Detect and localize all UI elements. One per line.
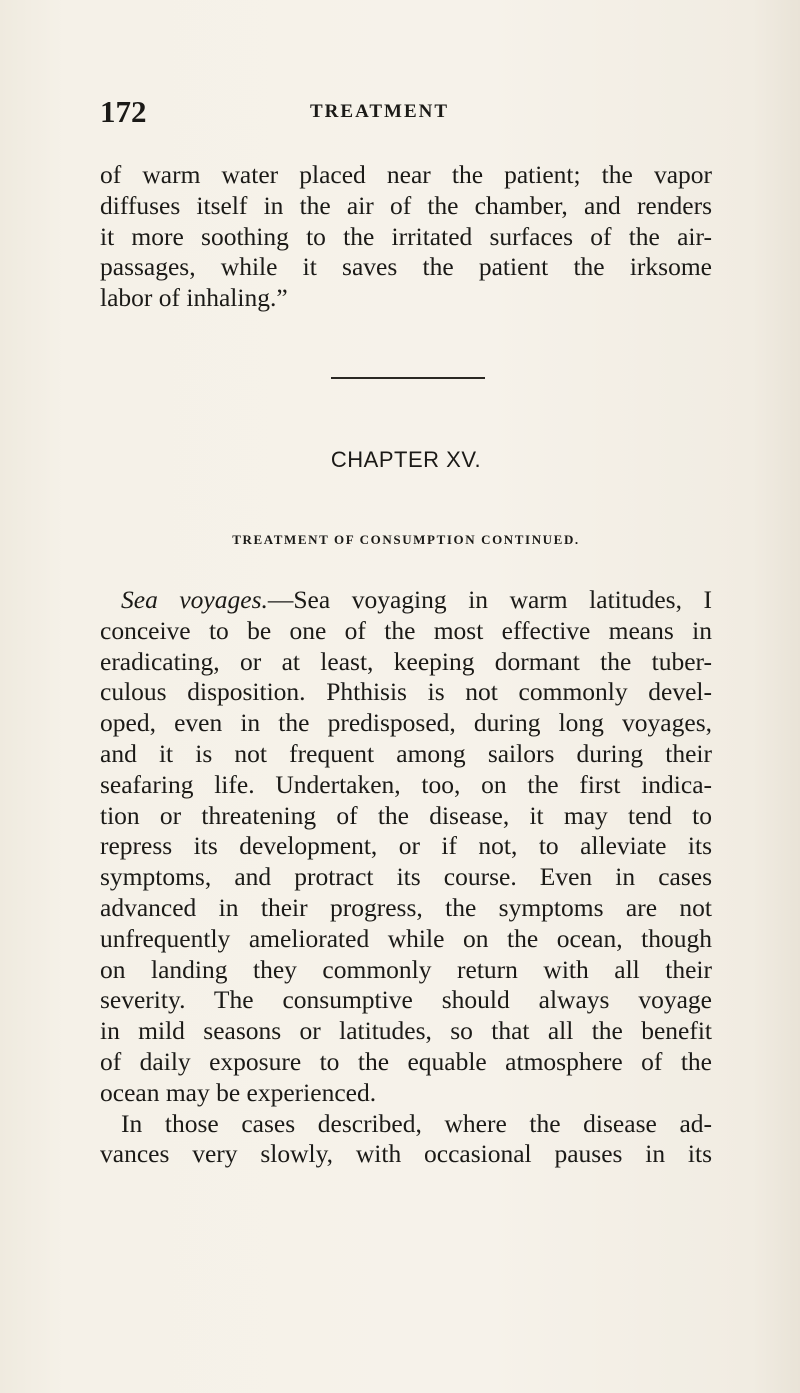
paragraph-first-line (100, 585, 712, 616)
chapter-heading: CHAPTER XV. (330, 447, 482, 472)
text-line: vances very slowly, with occasional pauses in its (100, 1139, 712, 1169)
text-line: of warm water placed near the patient; the vapor (100, 160, 712, 189)
text-line: it more soothing to the irritated surfaces of the air- (100, 221, 712, 251)
text-line: tion or threatening of the disease, it may tend to (100, 800, 712, 830)
text-line: on landing they commonly return with all their (100, 954, 712, 984)
page-number: 172 (100, 94, 147, 129)
text-line: conceive to be one of the most effective means in (100, 615, 712, 645)
sea-voyages-paragraph (100, 585, 712, 1170)
text-line: repress its development, or if not, to alleviate its (100, 831, 712, 861)
continued-paragraph (100, 160, 712, 314)
text-line: ocean may be experienced. (100, 1077, 377, 1107)
text-line: In those cases described, where the disease ad- (121, 1108, 712, 1138)
running-head (100, 94, 720, 134)
text-line: diffuses itself in the air of the chamber, and renders (100, 190, 712, 220)
text-line: passages, while it saves the patient the irksome (100, 252, 712, 282)
text-line: in mild seasons or latitudes, so that all the benefit (100, 1016, 712, 1046)
text-line: seafaring life. Undertaken, too, on the first indica- (100, 769, 712, 799)
text-line: advanced in their progress, the symptoms are not (100, 892, 712, 922)
text-run: —Sea voyaging in warm latitudes, I (267, 585, 712, 614)
text-line: unfrequently ameliorated while on the ocean, though (100, 923, 712, 953)
running-title: TREATMENT (310, 101, 450, 122)
text-line: eradicating, or at least, keeping dormant the tuber- (100, 646, 712, 676)
text-line: symptoms, and protract its course. Even in cases (100, 862, 712, 892)
text-line: labor of inhaling.” (100, 283, 288, 313)
section-lead-in: Sea voyages. (121, 585, 268, 614)
text-line: oped, even in the predisposed, during long voyages, (100, 708, 712, 738)
chapter-subtitle: TREATMENT OF CONSUMPTION CONTINUED. (232, 532, 580, 547)
section-divider (331, 377, 485, 379)
text-line: culous disposition. Phthisis is not commonly devel- (100, 677, 712, 707)
text-line: severity. The consumptive should always voyage (100, 985, 712, 1015)
text-line: of daily exposure to the equable atmosphere of the (100, 1046, 712, 1076)
text-line: and it is not frequent among sailors during their (100, 738, 712, 768)
